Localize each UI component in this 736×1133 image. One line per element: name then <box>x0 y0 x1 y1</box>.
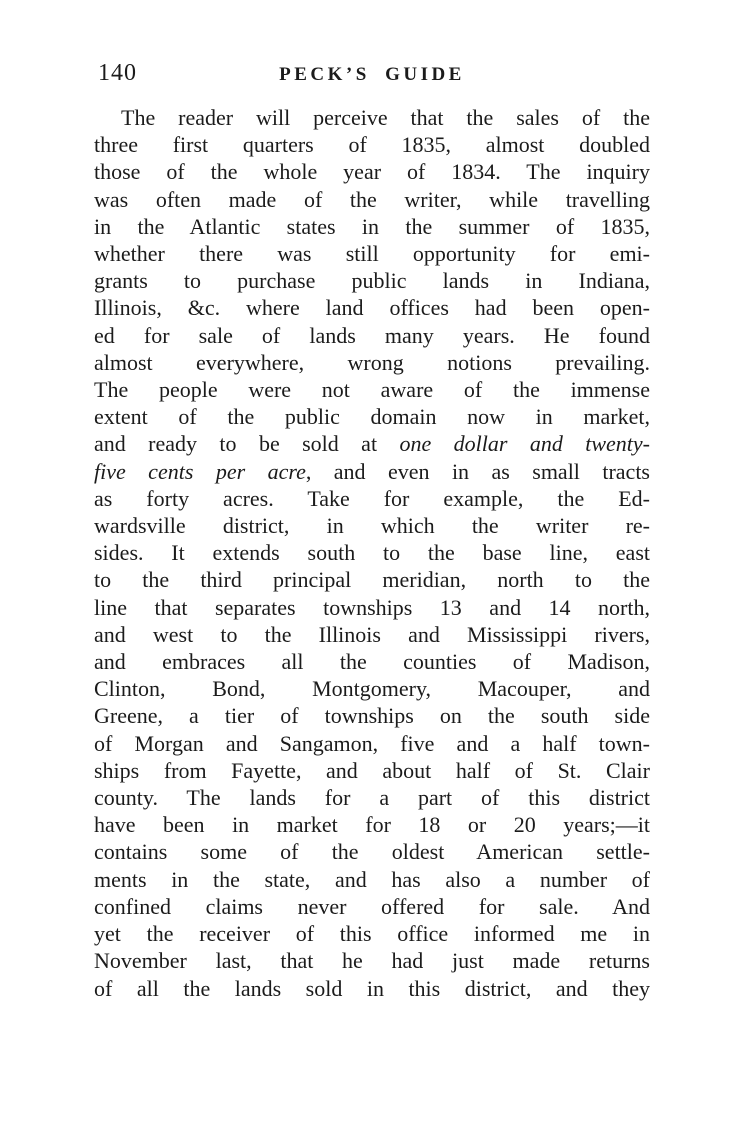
text-segment: those of the whole year of 1834. The inquiry <box>94 159 650 185</box>
text-line <box>94 349 650 376</box>
text-segment: November last, that he had just made returns <box>94 948 650 974</box>
text-line <box>94 811 650 838</box>
text-segment: Greene, a tier of townships on the south side <box>94 703 650 729</box>
text-segment: grants to purchase public lands in Indiana, <box>94 268 650 294</box>
text-segment: and ready to be sold at <box>94 431 400 457</box>
text-segment: The people were not aware of the immense <box>94 377 650 403</box>
text-line <box>94 458 650 485</box>
text-line <box>94 648 650 675</box>
text-segment: confined claims never offered for sale. And <box>94 893 650 919</box>
text-segment: to the third principal meridian, north to the <box>94 567 650 593</box>
text-line <box>94 757 650 784</box>
text-segment: contains some of the oldest American settle- <box>94 839 650 865</box>
page-number: 140 <box>98 60 137 86</box>
text-line <box>94 294 650 321</box>
text-segment: ments in the state, and has also a number of <box>94 866 650 892</box>
text-segment: extent of the public domain now in market, <box>94 404 650 430</box>
text-line <box>94 267 650 294</box>
text-line <box>94 893 650 920</box>
text-segment: ed for sale of lands many years. He found <box>94 322 650 348</box>
text-line <box>94 403 650 430</box>
text-segment: have been in market for 18 or 20 years;—it <box>94 812 650 838</box>
text-segment: almost everywhere, wrong notions prevailing. <box>94 349 650 375</box>
text-segment: one dollar and twenty- <box>399 431 650 457</box>
text-line <box>94 322 650 349</box>
text-segment: line that separates townships 13 and 14 north, <box>94 594 650 620</box>
text-segment: of all the lands sold in this district, and they <box>94 975 650 1001</box>
text-line <box>94 104 650 131</box>
text-line <box>94 621 650 648</box>
text-segment: and embraces all the counties of Madison, <box>94 649 650 675</box>
text-line <box>94 131 650 158</box>
text-segment: as forty acres. Take for example, the Ed- <box>94 485 650 511</box>
text-line <box>94 539 650 566</box>
running-title: PECK’S GUIDE <box>279 64 465 85</box>
text-line <box>94 430 650 457</box>
text-segment: county. The lands for a part of this district <box>94 785 650 811</box>
text-line <box>94 784 650 811</box>
text-line <box>94 566 650 593</box>
text-segment: three first quarters of 1835, almost doubled <box>94 132 650 158</box>
text-line <box>94 240 650 267</box>
text-line <box>94 866 650 893</box>
text-line <box>94 947 650 974</box>
text-line <box>94 485 650 512</box>
text-segment: was often made of the writer, while travelling <box>94 186 650 212</box>
text-line <box>94 376 650 403</box>
page-header <box>94 60 650 92</box>
text-line <box>94 702 650 729</box>
text-line <box>94 838 650 865</box>
text-line <box>94 158 650 185</box>
text-line <box>94 920 650 947</box>
text-segment: and west to the Illinois and Mississippi rivers, <box>94 621 650 647</box>
text-line <box>94 975 650 1002</box>
text-segment: yet the receiver of this office informed me in <box>94 921 650 947</box>
text-line <box>94 512 650 539</box>
text-line <box>94 186 650 213</box>
text-line <box>94 675 650 702</box>
text-segment: wardsville district, in which the writer re- <box>94 513 650 539</box>
text-line <box>94 730 650 757</box>
text-segment: ships from Fayette, and about half of St. Clair <box>94 757 650 783</box>
page-body <box>94 104 650 1002</box>
text-segment: of Morgan and Sangamon, five and a half town- <box>94 730 650 756</box>
text-segment: , and even in as small tracts <box>305 458 650 484</box>
text-line <box>94 213 650 240</box>
text-line <box>94 594 650 621</box>
text-segment: Illinois, &c. where land offices had been open- <box>94 295 650 321</box>
text-segment: Clinton, Bond, Montgomery, Macouper, and <box>94 676 650 702</box>
text-segment: whether there was still opportunity for emi- <box>94 241 650 267</box>
text-segment: in the Atlantic states in the summer of 1835, <box>94 213 650 239</box>
text-segment: five cents per acre <box>94 458 306 484</box>
text-segment: sides. It extends south to the base line, east <box>94 540 650 566</box>
text-segment: The reader will perceive that the sales of the <box>121 105 650 130</box>
